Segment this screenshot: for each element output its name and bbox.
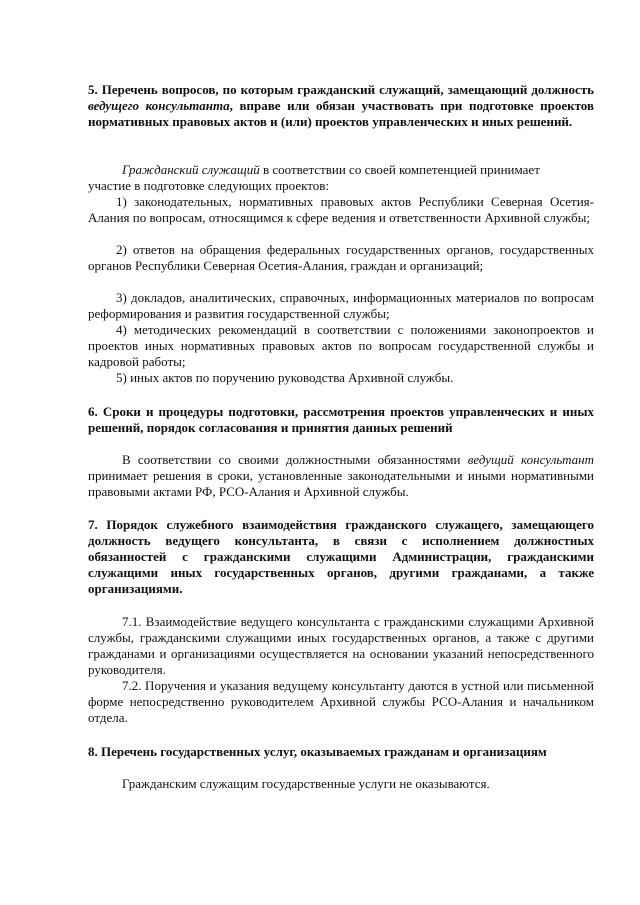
section-5-item-5: 5) иных актов по поручению руководства Архивной службы. xyxy=(116,370,454,385)
section-6-paragraph: В соответствии со своими должностными обязанностями ведущий консультант принимает решения в сроки, установленные законодательными и иными нормативными правовыми актами РФ, РСО-Алания и Архивной службы. xyxy=(88,452,594,499)
section-6-position: ведущий консультант xyxy=(467,452,594,467)
section-5-item-2: 2) ответов на обращения федеральных государственных органов, государственных органов Республики Северная Осетия-Алания, граждан и организаций; xyxy=(88,242,594,273)
section-8-heading: 8. Перечень государственных услуг, оказываемых гражданам и организациям xyxy=(88,744,547,759)
section-7-paragraph-1: 7.1. Взаимодействие ведущего консультанта с гражданскими служащими Архивной службы, гражданскими служащими иных государственных органов, а также с другими гражданами и организациями осуществляется на основании указаний непосредственного руководителя. xyxy=(88,614,594,677)
section-5-intro-subject: Гражданский служащий xyxy=(122,162,260,177)
section-7-paragraph-2: 7.2. Поручения и указания ведущему консультанту даются в устной или письменной форме непосредственно руководителем Архивной службы РСО-Алания и начальником отдела. xyxy=(88,678,594,725)
section-5-intro-line2: участие в подготовке следующих проектов: xyxy=(88,178,330,193)
section-8-paragraph: Гражданским служащим государственные услуги не оказываются. xyxy=(122,776,490,791)
section-5-heading-position: ведущего консультанта xyxy=(88,98,230,113)
section-5-item-3: 3) докладов, аналитических, справочных, информационных материалов по вопросам реформирования и развития государственной службы; xyxy=(88,290,594,321)
section-5-item-4: 4) методических рекомендаций в соответствии с положениями законопроектов и проектов иных нормативных правовых актов по вопросам государственной службы и кадровой работы; xyxy=(88,322,594,369)
section-5-heading: 5. Перечень вопросов, по которым гражданский служащий, замещающий должность ведущего консультанта, вправе или обязан участвовать при подготовке проектов нормативных правовых актов и (или) проектов управленческих и иных решений. xyxy=(88,82,594,129)
section-7-heading: 7. Порядок служебного взаимодействия гражданского служащего, замещающего должность ведущего консультанта, в связи с исполнением должностных обязанностей с гражданскими служащими Администрации, гражданскими служащими иных государственных органов, другими гражданами, а также организациями. xyxy=(88,517,594,596)
section-5-item-1: 1) законодательных, нормативных правовых актов Республики Северная Осетия-Алания по вопросам, относящимся к сфере ведения и ответственности Архивной службы; xyxy=(88,194,594,225)
section-6-heading: 6. Сроки и процедуры подготовки, рассмотрения проектов управленческих и иных решений, порядок согласования и принятия данных решений xyxy=(88,404,594,435)
section-5-intro: Гражданский служащий в соответствии со своей компетенцией принимает участие в подготовке следующих проектов: xyxy=(88,162,540,193)
